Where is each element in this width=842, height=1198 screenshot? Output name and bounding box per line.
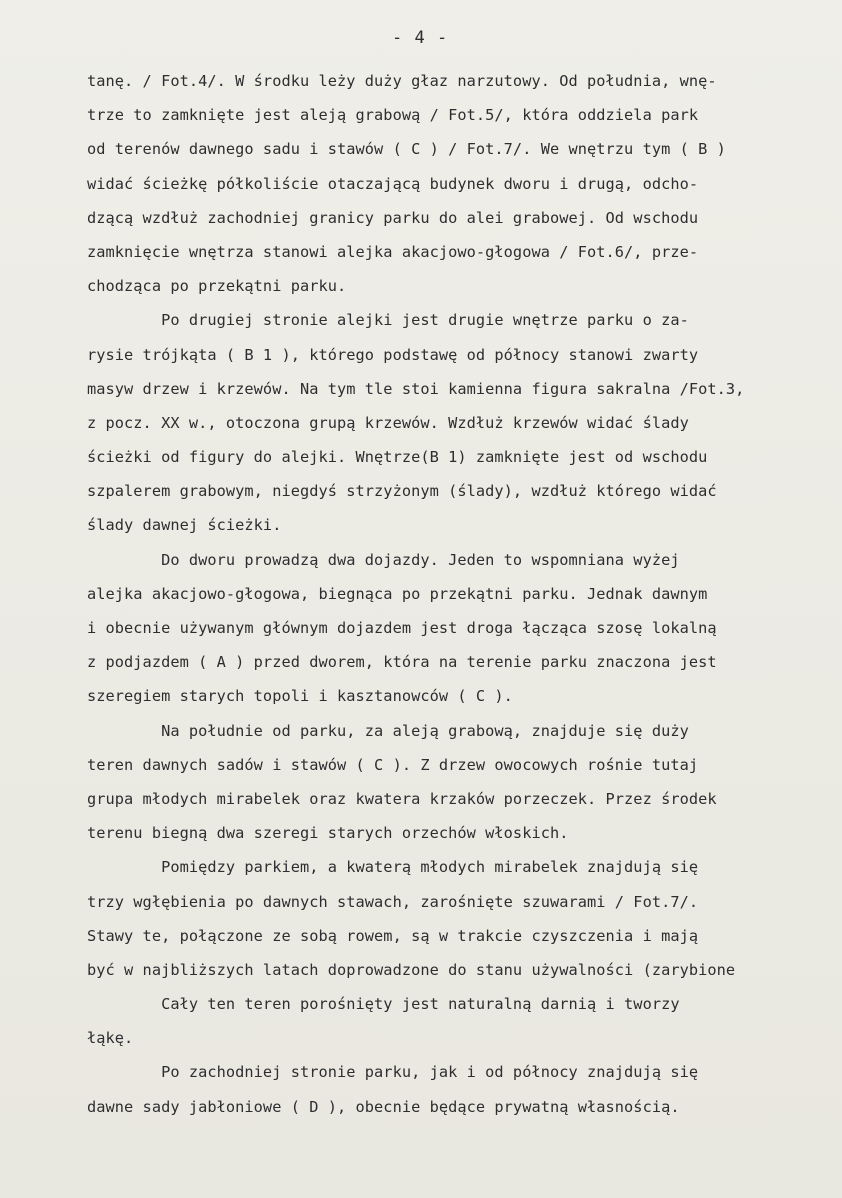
body-text xyxy=(87,64,827,1124)
text-line: dzącą wzdłuż zachodniej granicy parku do alei grabowej. Od wschodu xyxy=(87,208,699,227)
text-line: Po drugiej stronie alejki jest drugie wnętrze parku o za- xyxy=(87,311,689,330)
text-line: alejka akacjowo-głogowa, biegnąca po przekątni parku. Jednak dawnym xyxy=(87,584,708,603)
text-line: Po zachodniej stronie parku, jak i od północy znajdują się xyxy=(87,1063,699,1082)
text-line: grupa młodych mirabelek oraz kwatera krzaków porzeczek. Przez środek xyxy=(87,789,717,808)
text-line: szeregiem starych topoli i kasztanowców ( C ). xyxy=(87,687,513,706)
text-line: szpalerem grabowym, niegdyś strzyżonym (ślady), wzdłuż którego widać xyxy=(87,482,717,501)
text-line: Cały ten teren porośnięty jest naturalną darnią i tworzy xyxy=(87,995,680,1014)
text-line: od terenów dawnego sadu i stawów ( C ) / Fot.7/. We wnętrzu tym ( B ) xyxy=(87,140,726,159)
text-line: i obecnie używanym głównym dojazdem jest droga łącząca szosę lokalną xyxy=(87,619,717,637)
text-line: masyw drzew i krzewów. Na tym tle stoi kamienna figura sakralna /Fot.3, xyxy=(87,379,745,398)
text-line: tanę. / Fot.4/. W środku leży duży głaz narzutowy. Od południa, wnę- xyxy=(87,72,717,90)
text-line: widać ścieżkę półkoliście otaczającą budynek dworu i drugą, odcho- xyxy=(87,174,699,193)
text-line: być w najbliższych latach doprowadzone do stanu używalności (zarybione xyxy=(87,960,736,979)
text-line: teren dawnych sadów i stawów ( C ). Z drzew owocowych rośnie tutaj xyxy=(87,755,699,774)
text-line: trze to zamknięte jest aleją grabową / Fot.5/, która oddziela park xyxy=(87,106,699,125)
text-line: Do dworu prowadzą dwa dojazdy. Jeden to wspomniana wyżej xyxy=(87,550,680,569)
text-line: Stawy te, połączone ze sobą rowem, są w trakcie czyszczenia i mają xyxy=(87,926,699,945)
text-line: ślady dawnej ścieżki. xyxy=(87,516,282,535)
text-line: zamknięcie wnętrza stanowi alejka akacjowo-głogowa / Fot.6/, prze- xyxy=(87,242,699,261)
text-line: chodząca po przekątni parku. xyxy=(87,277,347,296)
text-line: rysie trójkąta ( B 1 ), którego podstawę od północy stanowi zwarty xyxy=(87,345,699,364)
text-line: dawne sady jabłoniowe ( D ), obecnie będące prywatną własnością. xyxy=(87,1097,680,1116)
text-line: z pocz. XX w., otoczona grupą krzewów. Wzdłuż krzewów widać ślady xyxy=(87,413,689,432)
text-line: ścieżki od figury do alejki. Wnętrze(B 1) zamknięte jest od wschodu xyxy=(87,448,708,467)
text-line: Pomiędzy parkiem, a kwaterą młodych mirabelek znajdują się xyxy=(87,858,699,877)
page-number: - 4 - xyxy=(392,28,449,48)
text-line: terenu biegną dwa szeregi starych orzechów włoskich. xyxy=(87,824,569,843)
text-line: z podjazdem ( A ) przed dworem, która na terenie parku znaczona jest xyxy=(87,653,717,672)
text-line: trzy wgłębienia po dawnych stawach, zarośnięte szuwarami / Fot.7/. xyxy=(87,892,699,911)
text-line: Na południe od parku, za aleją grabową, znajduje się duży xyxy=(87,721,689,740)
text-line: łąkę. xyxy=(87,1029,134,1048)
